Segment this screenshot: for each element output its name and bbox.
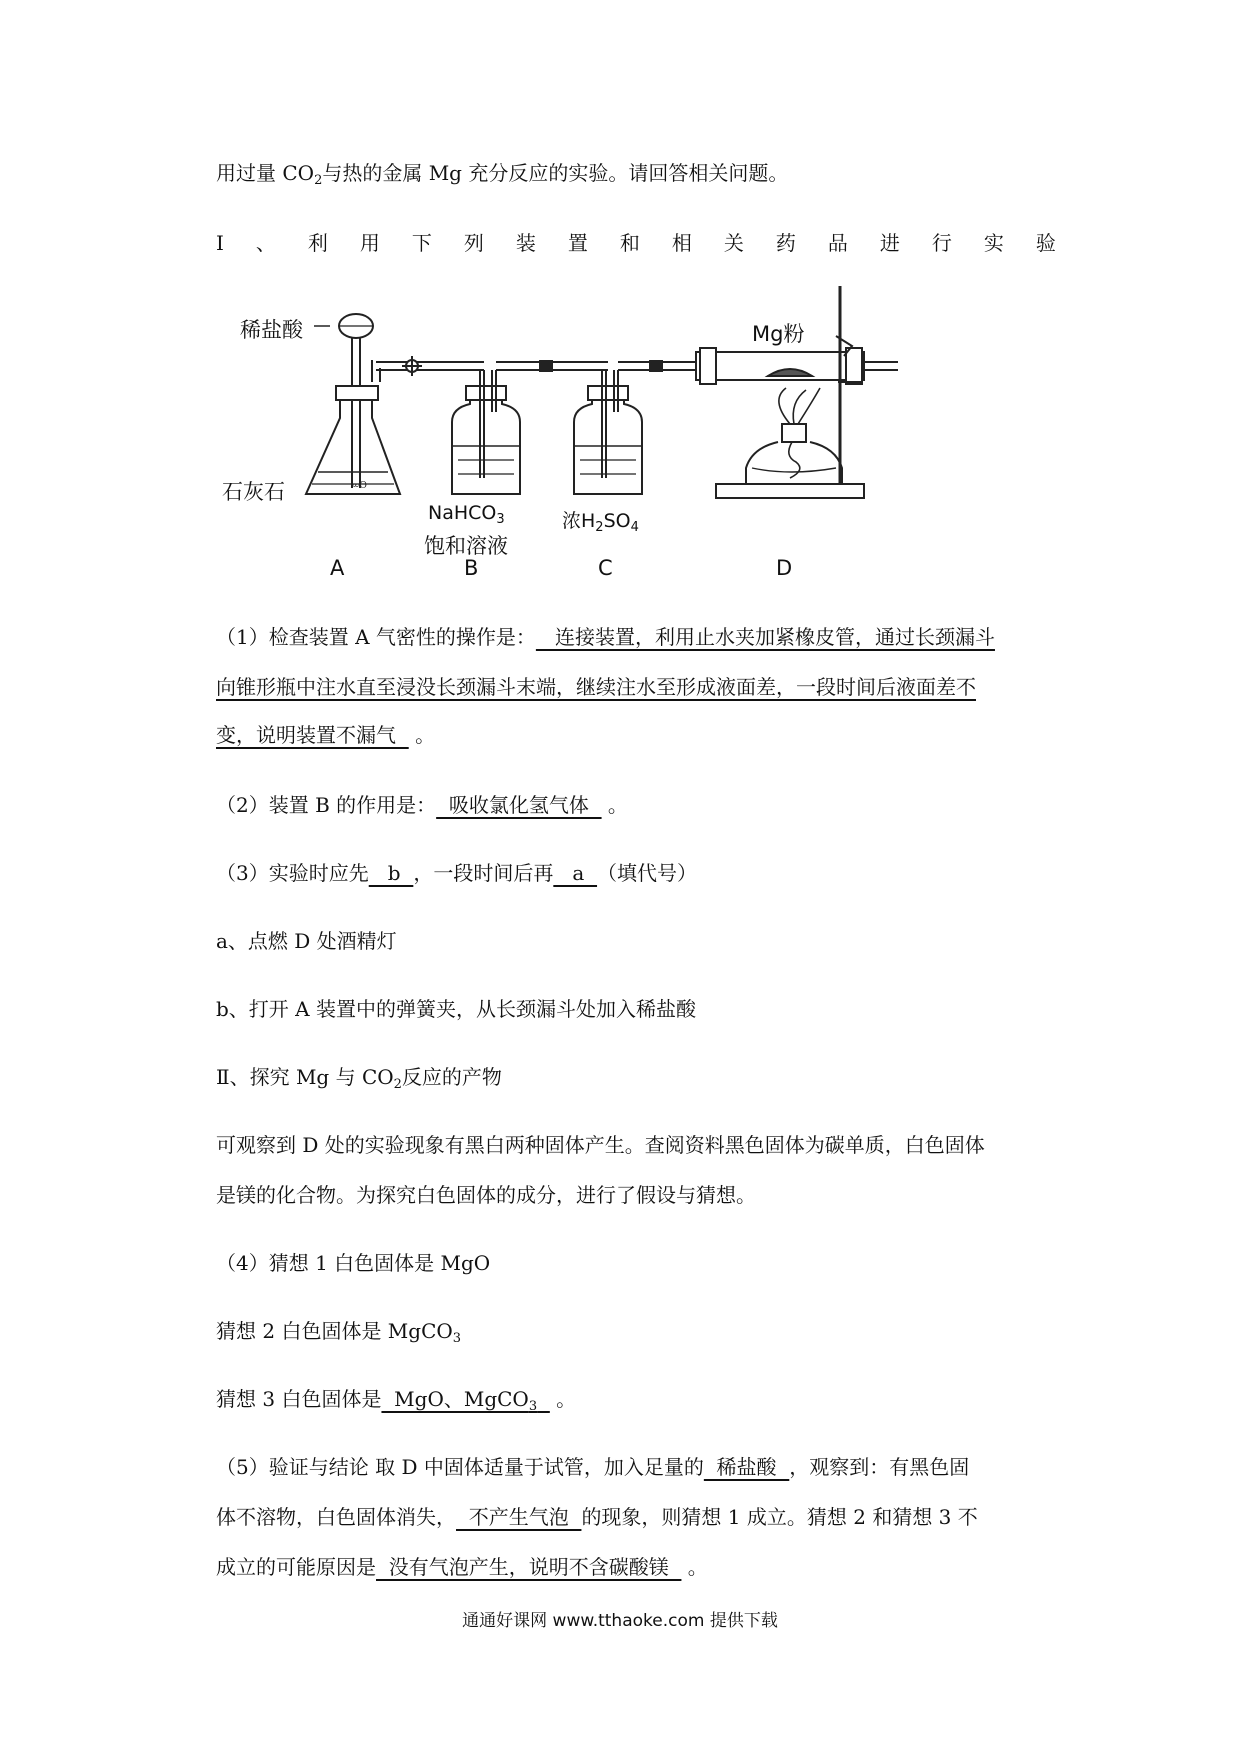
guess-3-answer: MgO、MgCO$_3$ [381, 1387, 538, 1414]
q5-line-3: 成立的可能原因是 没有气泡产生，说明不含碳酸镁 。 [216, 1555, 708, 1579]
section-1-char: 、 [255, 231, 276, 255]
paragraph-line-1: 可观察到 D 处的实验现象有黑白两种固体产生。查阅资料黑色固体为碳单质，白色固体 [216, 1133, 985, 1157]
section-1-char: 进 [879, 231, 900, 255]
section-1-char: 利 [307, 231, 328, 255]
q1-answer: 连接装置，利用止水夹加紧橡皮管，通过长颈漏斗 [535, 625, 995, 649]
guess-2: 猜想 2 白色固体是 MgCO$_3$ [216, 1319, 462, 1346]
q3-answer-1: b [368, 861, 414, 885]
section-1-char: 置 [567, 231, 588, 255]
section-1-char: 品 [827, 231, 848, 255]
option-a: a、点燃 D 处酒精灯 [216, 929, 397, 953]
section-1-char: 装 [515, 231, 536, 255]
q2-answer: 吸收氯化氢气体 [436, 793, 602, 817]
intro-sub: 2 [314, 173, 323, 188]
intro-text: 用过量 CO [216, 161, 315, 185]
label-conc-h2so4: 浓$H_2SO_4$ [562, 510, 639, 535]
apparatus-c [574, 370, 642, 494]
label-nahco3: NaHCO$_3$ [428, 502, 505, 527]
q1-line-2: 向锥形瓶中注水直至浸没长颈漏斗末端，继续注水至形成液面差，一段时间后液面差不 [216, 675, 976, 699]
label-c: C [598, 556, 613, 580]
q5-line-1: （5）验证与结论 取 D 中固体适量于试管，加入足量的 稀盐酸 ，观察到：有黑色固 [216, 1455, 970, 1479]
apparatus-a [306, 314, 400, 494]
q2-line: （2）装置 B 的作用是： 吸收氯化氢气体 。 [216, 793, 628, 817]
paragraph-line-2: 是镁的化合物。为探究白色固体的成分，进行了假设与猜想。 [216, 1183, 756, 1207]
apparatus-b [452, 370, 520, 494]
section-1-char: 和 [619, 231, 640, 255]
q1-line-1: （1）检查装置 A 气密性的操作是： 连接装置，利用止水夹加紧橡皮管，通过长颈漏斗 [216, 625, 995, 649]
section-1-char: I [216, 231, 224, 255]
label-b: B [464, 556, 479, 580]
section-1-char: 用 [359, 231, 380, 255]
intro-text-2: 与热的金属 Mg 充分反应的实验。请回答相关问题。 [322, 161, 789, 185]
q4-line: （4）猜想 1 白色固体是 MgO [216, 1251, 491, 1275]
section-1-char: 列 [463, 231, 484, 255]
label-saturated-solution: 饱和溶液 [424, 534, 508, 558]
q5-answer-2: 不产生气泡 [456, 1505, 582, 1529]
section-1-char: 行 [931, 231, 952, 255]
q3-line: （3）实验时应先 b ，一段时间后再 a （填代号） [216, 861, 698, 885]
section-1-char: 药 [775, 231, 796, 255]
svg-text:∞O: ∞O [352, 481, 367, 491]
option-b: b、打开 A 装置中的弹簧夹，从长颈漏斗处加入稀盐酸 [216, 997, 696, 1021]
section-1-char: 验 [1035, 231, 1056, 255]
q5-answer-1: 稀盐酸 [703, 1455, 790, 1479]
footer: 通通好课网 www.tthaoke.com 提供下载 [462, 1611, 778, 1631]
label-limestone: 石灰石 [222, 480, 285, 504]
label-dilute-hcl: 稀盐酸 [240, 318, 303, 342]
section-2-heading: Ⅱ、探究 Mg 与 $CO_2$反应的产物 [216, 1065, 502, 1092]
q3-answer-2: a [553, 861, 598, 885]
guess-3: 猜想 3 白色固体是 MgO、MgCO$_3$ 。 [216, 1387, 577, 1414]
label-mg-powder: Mg粉 [752, 322, 805, 346]
section-1-char: 关 [723, 231, 744, 255]
section-1-char: 实 [983, 231, 1004, 255]
q1-line-3: 变，说明装置不漏气 。 [216, 723, 436, 747]
q5-line-2: 体不溶物，白色固体消失， 不产生气泡 的现象，则猜想 1 成立。猜想 2 和猜想 3 不 [216, 1505, 978, 1529]
label-a: A [330, 556, 345, 580]
q5-answer-3: 没有气泡产生，说明不含碳酸镁 [376, 1555, 682, 1579]
label-d: D [776, 556, 793, 580]
section-1-char: 相 [671, 231, 692, 255]
section-1-char: 下 [411, 231, 432, 255]
